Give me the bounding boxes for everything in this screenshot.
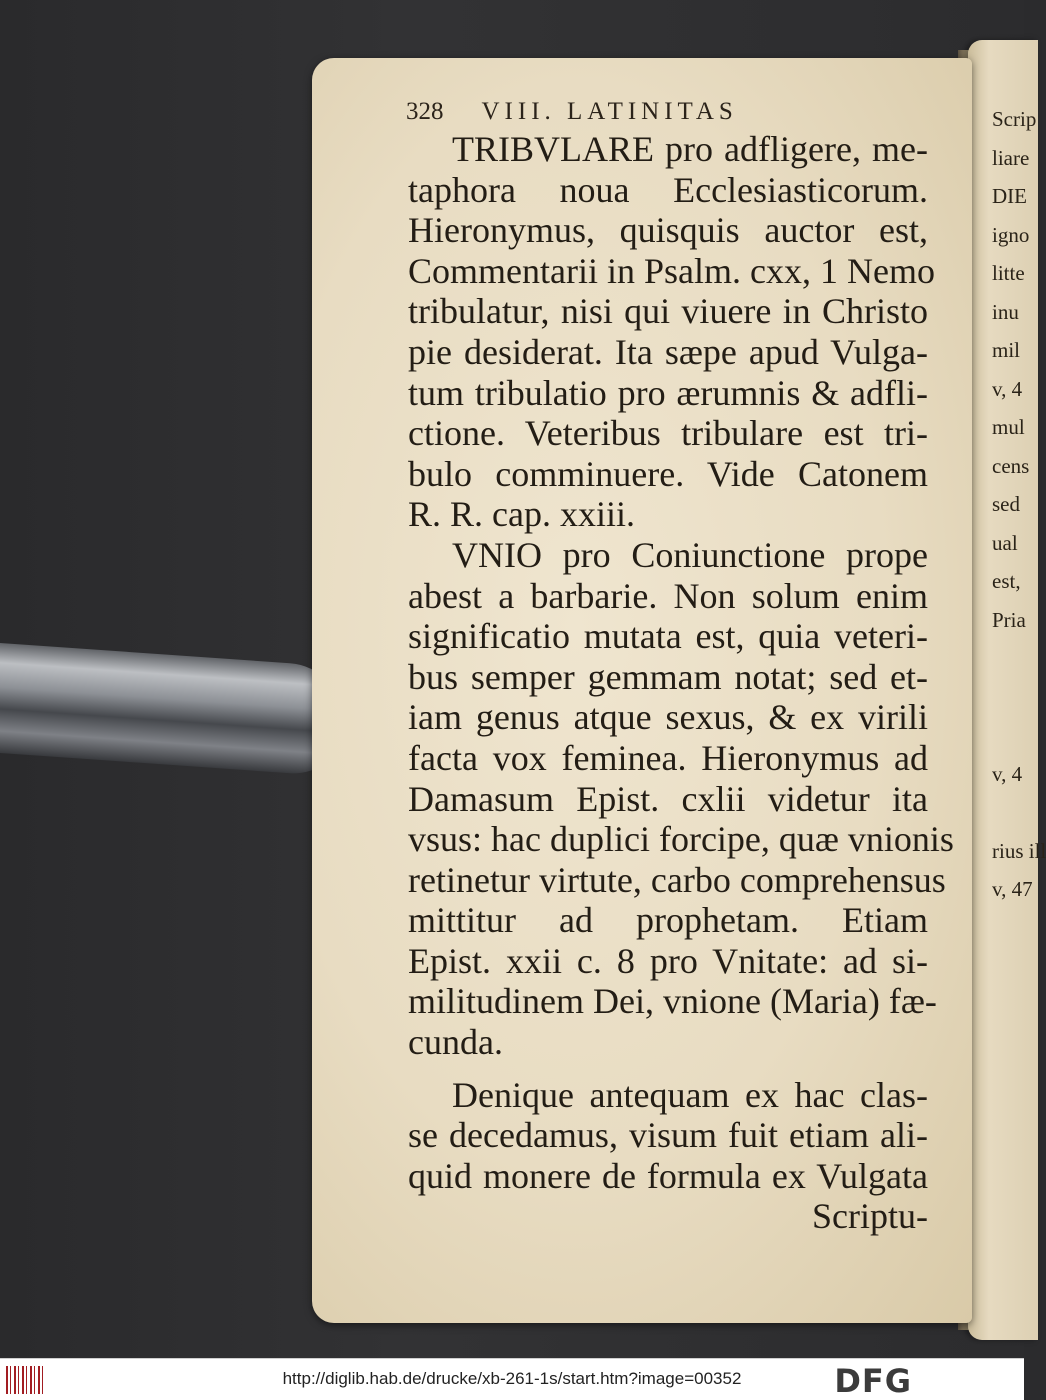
dfg-logo: DFG <box>834 1362 912 1400</box>
facing-page-edge <box>968 40 1046 1340</box>
facing-page-fragment: ual <box>992 530 1018 555</box>
page-text <box>408 129 954 1237</box>
text-line: abest a barbarie. Non solum enim <box>408 575 928 616</box>
paragraph-gap <box>408 1063 928 1075</box>
text-line: R. R. cap. xxiii. <box>408 494 635 535</box>
text-line: pie desiderat. Ita sæpe apud Vulga- <box>408 331 928 372</box>
text-line: iam genus atque sexus, & ex virili <box>408 697 928 738</box>
facing-page-fragment <box>968 986 1038 1025</box>
text-line: Hieronymus, quisquis auctor est, <box>408 210 928 251</box>
facing-page-fragment: DIE <box>992 184 1027 208</box>
text-line: Epist. xxii c. 8 pro Vnitate: ad si- <box>408 940 928 981</box>
facing-page-fragment <box>968 678 1038 717</box>
text-line: cunda. <box>408 1022 503 1063</box>
text-line: TRIBVLARE pro adfligere, me- <box>452 129 928 169</box>
page-number: 328 <box>406 98 444 125</box>
facing-page-fragment: liare <box>992 145 1030 170</box>
facing-page-fragment <box>968 1178 1038 1217</box>
facing-page-fragment <box>968 1140 1038 1179</box>
facing-page-fragment <box>968 1024 1038 1063</box>
facing-page-fragment <box>968 947 1038 986</box>
book-page <box>312 58 972 1323</box>
viewer-footer <box>0 1358 1024 1400</box>
text-line: ctione. Veteribus tribulare est tri- <box>408 413 928 454</box>
facing-page-fragment: v, 4 <box>992 376 1023 401</box>
text-line: Scriptu- <box>812 1196 928 1237</box>
facing-page-fragment: mul <box>992 415 1025 439</box>
text-line: militudinem Dei, vnione (Maria) fæ- <box>408 981 937 1022</box>
facing-page-fragment <box>968 639 1038 678</box>
text-line: mittitur ad prophetam. Etiam <box>408 900 928 941</box>
text-line: Damasum Epist. cxlii videtur ita <box>408 778 928 819</box>
facing-page-fragment: Scrip <box>992 107 1037 131</box>
facing-page-fragment: inu <box>992 299 1019 324</box>
facing-page-fragment: est, <box>992 569 1021 593</box>
facing-page-fragment: mil <box>992 338 1021 362</box>
source-url[interactable]: http://diglib.hab.de/drucke/xb-261-1s/start.htm?image=00352 <box>282 1369 742 1388</box>
text-line: Denique antequam ex hac clas- <box>452 1074 928 1115</box>
facing-page-fragment <box>968 909 1038 948</box>
facing-page-fragment <box>968 1101 1038 1140</box>
text-line: retinetur virtute, carbo comprehensus <box>408 859 946 900</box>
text-line: Commentarii in Psalm. cxx, 1 Nemo <box>408 250 935 291</box>
text-line: significatio mutata est, quia veteri- <box>408 616 928 657</box>
facing-page-fragment: rius ill <box>992 838 1046 863</box>
facing-page-fragment: cens <box>992 453 1030 478</box>
section-title: VIII. LATINITAS <box>481 98 738 125</box>
page-marker-tab <box>0 643 345 777</box>
text-line: vsus: hac duplici forcipe, quæ vnionis <box>408 819 954 860</box>
facing-page-fragment: igno <box>992 222 1030 247</box>
text-line: bulo comminuere. Vide Catonem <box>408 453 928 494</box>
text-line: bus semper gemmam notat; sed et- <box>408 656 928 697</box>
facing-page-fragment <box>968 793 1038 832</box>
text-line: tum tribulatio pro ærumnis & adfli- <box>408 372 928 413</box>
text-line: quid monere de formula ex Vulgata <box>408 1155 928 1196</box>
facing-page-fragment: sed <box>992 492 1020 516</box>
text-line: se decedamus, visum fuit etiam ali- <box>408 1115 928 1156</box>
facing-page-fragment <box>968 716 1038 755</box>
text-line: VNIO pro Coniunctione prope <box>452 534 928 575</box>
facing-page-fragment: v, 4 <box>992 761 1023 786</box>
text-line: tribulatur, nisi qui viuere in Christo <box>408 291 928 332</box>
text-line: facta vox feminea. Hieronymus ad <box>408 737 928 778</box>
facing-page-fragment: litte <box>992 261 1025 285</box>
facing-page-fragment: Pria <box>992 607 1026 632</box>
facing-page-fragment <box>968 1063 1038 1102</box>
facing-page-fragment: v, 47 <box>992 877 1033 901</box>
text-line: taphora noua Ecclesiasticorum. <box>408 169 928 210</box>
